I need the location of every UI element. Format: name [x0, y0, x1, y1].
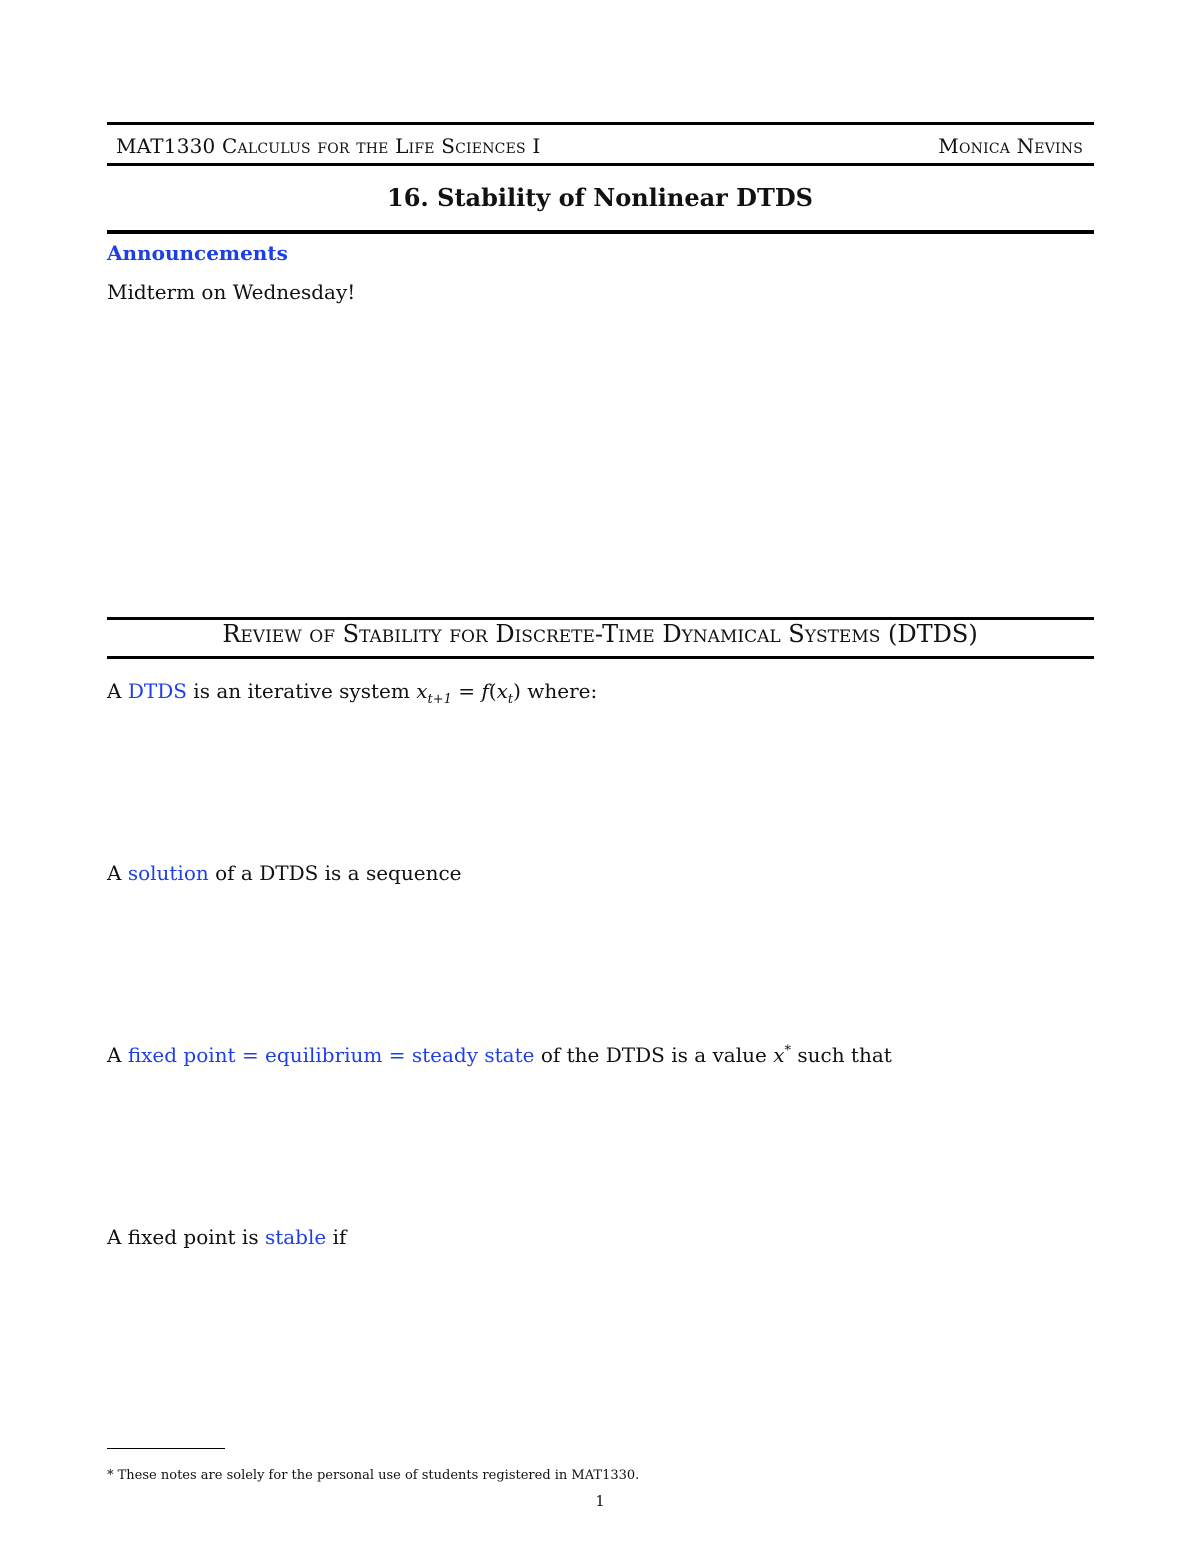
dtds-suffix: where: — [520, 679, 598, 703]
eq-open-paren: ( — [488, 679, 497, 703]
announcements-text: Midterm on Wednesday! — [107, 280, 356, 304]
eq-f: f — [481, 679, 489, 703]
footnote-text: These notes are solely for the personal use of students registered in MAT1330. — [113, 1468, 640, 1483]
fixed-point-middle: of the DTDS is a value — [534, 1043, 774, 1067]
footnote — [107, 1468, 639, 1483]
stable-definition — [107, 1225, 346, 1249]
section-heading: Review of Stability for Discrete-Time Dynamical Systems (DTDS) — [222, 620, 978, 648]
solution-definition — [107, 861, 462, 885]
eq-x: x — [416, 679, 428, 703]
footnote-marker: * — [107, 1468, 114, 1483]
fixed-point-term: fixed point = equilibrium = steady state — [127, 1043, 535, 1067]
dtds-prefix: A — [107, 679, 128, 703]
header-top-rule — [107, 122, 1094, 125]
stable-prefix: A fixed point is — [107, 1225, 265, 1249]
fixed-point-definition — [107, 1043, 892, 1067]
page-number: 1 — [595, 1492, 605, 1510]
dtds-equation — [416, 679, 521, 707]
section-bottom-rule — [107, 656, 1094, 659]
fp-star: * — [784, 1043, 791, 1059]
announcements-heading: Announcements — [107, 241, 288, 265]
page-title: 16. Stability of Nonlinear DTDS — [387, 183, 813, 212]
solution-prefix: A — [107, 861, 128, 885]
dtds-definition — [107, 679, 597, 707]
header-author: Monica Nevins — [938, 134, 1083, 158]
eq-sub-t: t — [507, 692, 514, 707]
header-course: MAT1330 Calculus for the Life Sciences I — [116, 134, 541, 158]
fixed-point-suffix: such that — [790, 1043, 892, 1067]
fixed-point-symbol — [773, 1043, 791, 1067]
solution-suffix: of a DTDS is a sequence — [208, 861, 462, 885]
header-bottom-rule — [107, 163, 1094, 166]
eq-equals: = — [451, 679, 482, 703]
dtds-term: DTDS — [127, 679, 187, 703]
eq-x2: x — [496, 679, 508, 703]
dtds-middle: is an iterative system — [186, 679, 417, 703]
stable-suffix: if — [326, 1225, 347, 1249]
fixed-point-prefix: A — [107, 1043, 128, 1067]
eq-close-paren: ) — [513, 679, 521, 703]
footnote-rule — [107, 1448, 225, 1449]
eq-sub-t1: t+1 — [427, 692, 452, 707]
solution-term: solution — [127, 861, 209, 885]
title-rule — [107, 230, 1094, 234]
fp-x: x — [773, 1043, 785, 1067]
stable-term: stable — [264, 1225, 327, 1249]
